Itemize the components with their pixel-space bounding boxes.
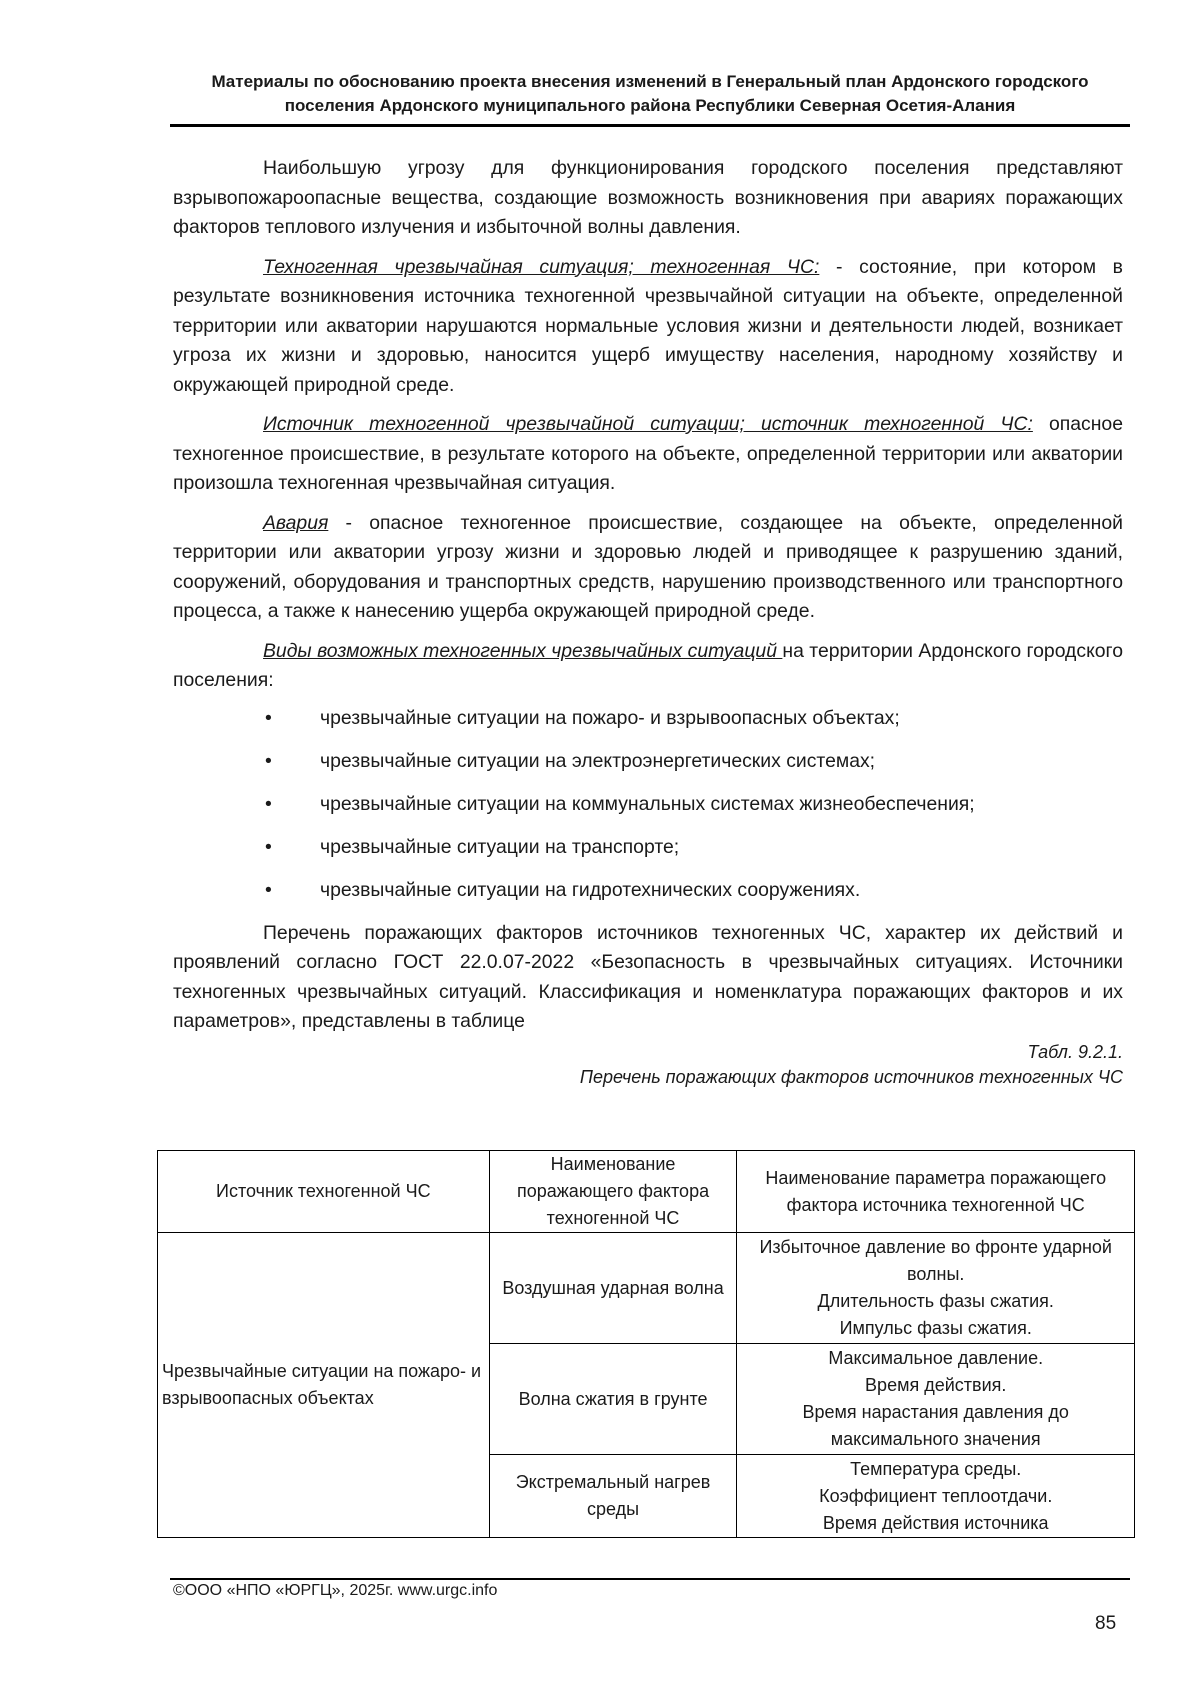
- definition-emergency-source: опасное техногенное происшествие, в результате которого на объекте, определенной территории или акватории произошла техногенная чрезвычайная ситуация.: [173, 413, 1123, 494]
- header-line-1: Материалы по обоснованию проекта внесения изменений в Генеральный план Ардонского городского: [211, 72, 1089, 91]
- table-cell-factor: Экстремальный нагрев среды: [489, 1455, 737, 1538]
- table-cell-params: Максимальное давление. Время действия. Время нарастания давления до максимального значения: [737, 1344, 1135, 1455]
- paragraph-threat: Наибольшую угрозу для функционирования городского поселения представляют взрывопожароопасные вещества, создающие возможность возникновения при авариях поражающих факторов теплового излучения и избыточной волны давления.: [173, 157, 1123, 238]
- table-header-row: [158, 1151, 1135, 1233]
- list-item: • чрезвычайные ситуации на гидротехнических сооружениях.: [173, 876, 1123, 905]
- document-body: [173, 154, 1123, 1091]
- header-divider: [170, 124, 1130, 127]
- term-emergency-types: Виды возможных техногенных чрезвычайных ситуаций: [263, 639, 783, 662]
- table-caption: Перечень поражающих факторов источников техногенных ЧС: [579, 1066, 1123, 1087]
- bullet-icon: •: [265, 792, 272, 815]
- text-emergency-types: на территории Ардонского городского поселения:: [173, 639, 1123, 691]
- damage-factors-table: [157, 1150, 1135, 1538]
- paragraph-technogenic-emergency: [173, 253, 1123, 401]
- list-item: • чрезвычайные ситуации на пожаро- и взрывоопасных объектах;: [173, 704, 1123, 733]
- footer-copyright: ©ООО «НПО «ЮРГЦ», 2025г. www.urgc.info: [173, 1582, 498, 1599]
- list-item: • чрезвычайные ситуации на электроэнергетических системах;: [173, 747, 1123, 776]
- bullet-icon: •: [265, 706, 272, 729]
- term-accident: Авария: [263, 511, 329, 534]
- term-technogenic-emergency: Техногенная чрезвычайная ситуация; техногенная ЧС:: [263, 255, 820, 278]
- bullet-icon: •: [265, 835, 272, 858]
- paragraph-accident: [173, 509, 1123, 627]
- page-number: 85: [1095, 1613, 1117, 1634]
- paragraph-emergency-source: [173, 410, 1123, 499]
- header-cell-parameter: Наименование параметра поражающего фактора источника техногенной ЧС: [737, 1151, 1135, 1233]
- header-cell-source: Источник техногенной ЧС: [158, 1151, 490, 1233]
- footer-divider: [170, 1578, 1130, 1580]
- emergency-types-list: [173, 704, 1123, 905]
- table-label: Табл. 9.2.1.: [1027, 1041, 1123, 1062]
- definition-technogenic-emergency: - состояние, при котором в результате возникновения источника техногенной чрезвычайной ситуации на объекте, определенной территории или акватории нарушаются нормальные условия жизни и деятельности людей, возникает угроза их жизни и здоровью, наносится ущерб имуществу населения, народному хозяйству и окружающей природной среде.: [173, 255, 1123, 396]
- table-cell-source: Чрезвычайные ситуации на пожаро- и взрывоопасных объектах: [158, 1233, 490, 1538]
- bullet-icon: •: [265, 878, 272, 901]
- list-item: • чрезвычайные ситуации на коммунальных системах жизнеобеспечения;: [173, 790, 1123, 819]
- paragraph-factors-list: Перечень поражающих факторов источников техногенных ЧС, характер их действий и проявлений согласно ГОСТ 22.0.07-2022 «Безопасность в чрезвычайных ситуациях. Источники техногенных чрезвычайных ситуаций. Классификация и номенклатура поражающих факторов и их параметров», представлены в таблице: [173, 921, 1123, 1032]
- table-cell-factor: Волна сжатия в грунте: [489, 1344, 737, 1455]
- term-emergency-source: Источник техногенной чрезвычайной ситуации; источник техногенной ЧС:: [263, 413, 1033, 435]
- list-item: • чрезвычайные ситуации на транспорте;: [173, 833, 1123, 862]
- header-cell-factor: Наименование поражающего фактора техногенной ЧС: [489, 1151, 737, 1233]
- definition-accident: - опасное техногенное происшествие, создающее на объекте, определенной территории или акватории угрозу жизни и здоровью людей и приводящее к разрушению зданий, сооружений, оборудования и транспортных средств, нарушению производственного или транспортного процесса, а также к нанесению ущерба окружающей природной среде.: [173, 511, 1123, 622]
- header-line-2: поселения Ардонского муниципального района Республики Северная Осетия-Алания: [284, 96, 1016, 115]
- table-row: [158, 1233, 1135, 1344]
- table-cell-params: Температура среды. Коэффициент теплоотдачи. Время действия источника: [737, 1455, 1135, 1538]
- table-cell-factor: Воздушная ударная волна: [489, 1233, 737, 1344]
- table-cell-params: Избыточное давление во фронте ударной волны. Длительность фазы сжатия. Импульс фазы сжатия.: [737, 1233, 1135, 1344]
- bullet-icon: •: [265, 749, 272, 772]
- page-header: [170, 70, 1130, 118]
- paragraph-emergency-types: [173, 637, 1123, 696]
